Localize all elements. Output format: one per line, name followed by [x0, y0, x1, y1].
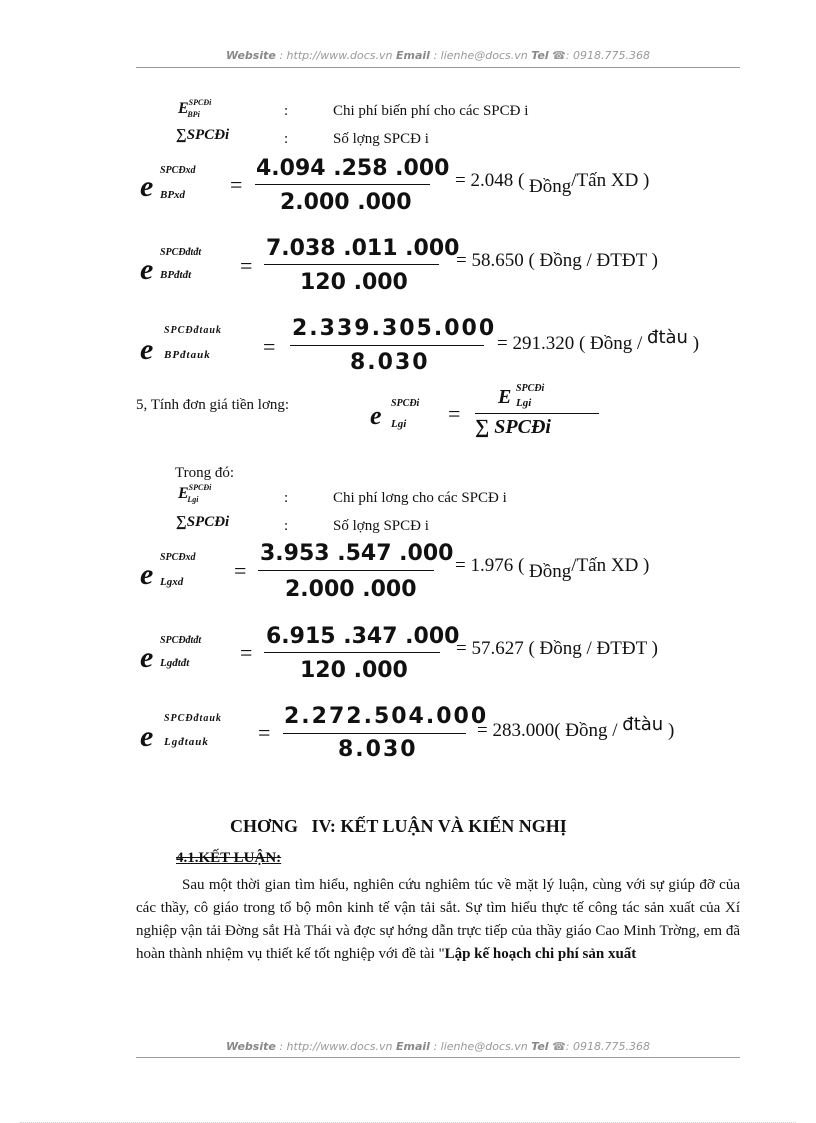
- footer-email[interactable]: : lienhe@docs.vn: [433, 1040, 528, 1053]
- formula-result: = 57.627 ( Đồng / ĐTĐT ): [456, 638, 658, 659]
- footer-rule: [136, 1057, 740, 1058]
- fraction-bar: [283, 733, 466, 734]
- def1-colon: :: [284, 103, 289, 119]
- section-subhead: 4.1.KẾT LUẬN:: [176, 850, 282, 866]
- phone-icon: ☎: [552, 1040, 566, 1053]
- formula-eq: =: [240, 640, 253, 665]
- formula-numerator: 2.272.504.000: [284, 704, 489, 729]
- defs2-intro: Trong đó:: [175, 465, 235, 481]
- formula-denominator: 8.030: [350, 350, 430, 375]
- formula-sub: BPxd: [160, 189, 186, 201]
- def2-sum-symbol: ∑SPCĐi: [176, 514, 230, 530]
- formula-sup: SPCĐđtđt: [160, 635, 202, 646]
- formula-e: e: [140, 720, 154, 753]
- formula-numerator: 4.094 .258 .000: [256, 156, 450, 181]
- footer-website-label: Website: [226, 1040, 276, 1053]
- formula-sup: SPCĐđtauk: [164, 713, 222, 724]
- formula-eq: =: [263, 334, 276, 359]
- formula-denominator: 120 .000: [300, 658, 408, 683]
- header-email-label: Email: [396, 49, 430, 62]
- section5-eq: =: [448, 401, 461, 426]
- formula-denominator: 2.000 .000: [285, 577, 417, 602]
- section5-num-sub: Lgi: [516, 397, 532, 409]
- formula-sub: BPđtđt: [160, 269, 192, 281]
- formula-e: e: [140, 333, 154, 366]
- page-header: [136, 49, 740, 62]
- header-email[interactable]: : lienhe@docs.vn: [433, 49, 528, 62]
- header-rule: [136, 67, 740, 68]
- formula-sub: Lgđtđt: [160, 657, 190, 669]
- header-tel-label: Tel: [531, 49, 549, 62]
- formula-e: e: [140, 558, 154, 591]
- formula-result: = 58.650 ( Đồng / ĐTĐT ): [456, 250, 658, 271]
- section5-lhs-sup: SPCĐi: [391, 398, 420, 409]
- def2-desc: Số lợng SPCĐ i: [333, 131, 429, 147]
- def2-symbol-e: $E^{SPCĐi}_{Lgi}$: [178, 483, 212, 505]
- formula-sup: SPCĐxd: [160, 552, 196, 563]
- section5-label: 5, Tính đơn giá tiền lơng:: [136, 397, 290, 413]
- formula-numerator: 7.038 .011 .000: [266, 236, 460, 261]
- formula-eq: =: [234, 558, 247, 583]
- formula-denominator: 120 .000: [300, 270, 408, 295]
- header-website-label: Website: [226, 49, 276, 62]
- formula-result: = 1.976 ( Đồng/Tấn XD ): [455, 555, 650, 582]
- section5-lhs-sub: Lgi: [391, 418, 407, 430]
- fraction-bar: [290, 345, 484, 346]
- conclusion-paragraph: Sau một thời gian tìm hiểu, nghiên cứu nghiêm túc về mặt lý luận, cùng với sự giúp đỡ của các thầy, cô giáo trong tổ bộ môn kinh tế vận tải sắt. Sự tìm hiểu thực tế công tác sản xuất của Xí nghiệp vận tải Đờng sắt Hà Thái và đợc sự hớng dẫn trực tiếp của thầy giáo Cao Minh Trờng, em đã hoàn thành nhiệm vụ thiết kế tốt nghiệp với đề tài "Lập kế hoạch chi phí sản xuất: [136, 877, 740, 962]
- formula-eq: =: [240, 253, 253, 278]
- def2-desc1: Chi phí lơng cho các SPCĐ i: [333, 490, 507, 506]
- formula-result: = 2.048 ( Đồng/Tấn XD ): [455, 170, 650, 197]
- header-tel: : 0918.775.368: [565, 49, 650, 62]
- fraction-bar: [264, 652, 440, 653]
- formula-sup: SPCĐxd: [160, 165, 196, 176]
- footer-email-label: Email: [396, 1040, 430, 1053]
- formula-sub: Lgđtauk: [164, 736, 209, 748]
- formula-e: e: [140, 641, 154, 674]
- formula-sup: SPCĐđtauk: [164, 325, 222, 336]
- chapter-title: CHƠNG IV: KẾT LUẬN VÀ KIẾN NGHỊ: [230, 816, 567, 836]
- fraction-bar: [255, 184, 430, 185]
- formula-eq: =: [230, 172, 243, 197]
- def2-desc2: Số lợng SPCĐ i: [333, 518, 429, 534]
- section5-num-e: E: [498, 386, 512, 408]
- page-footer: [136, 1040, 740, 1053]
- formula-sub: Lgxd: [160, 576, 184, 588]
- section5-num-sup: SPCĐi: [516, 383, 545, 394]
- formula-eq: =: [258, 720, 271, 745]
- formula-denominator: 2.000 .000: [280, 190, 412, 215]
- section5-den: ∑ SPCĐi: [475, 416, 551, 438]
- formula-sub: BPđtauk: [164, 349, 211, 361]
- formula-numerator: 3.953 .547 .000: [260, 541, 454, 566]
- formula-sup: SPCĐđtđt: [160, 247, 202, 258]
- formula-numerator: 2.339.305.000: [292, 316, 497, 341]
- footer-tel-label: Tel: [531, 1040, 549, 1053]
- formula-e: e: [140, 253, 154, 286]
- def1-symbol-e: $E^{SPCĐi}_{BPi}$: [178, 98, 212, 120]
- formula-denominator: 8.030: [338, 737, 418, 762]
- phone-icon: ☎: [552, 49, 566, 62]
- def2-colon: :: [284, 490, 289, 506]
- formula-result: = 283.000( Đồng / đtàu ): [477, 714, 675, 741]
- header-website-url[interactable]: : http://www.docs.vn: [279, 49, 393, 62]
- def2-colon-2: :: [284, 518, 289, 534]
- formula-e: e: [140, 170, 154, 203]
- def1-colon-2: :: [284, 131, 289, 147]
- formula-numerator: 6.915 .347 .000: [266, 624, 460, 649]
- def1-sum-symbol: ∑SPCĐi: [176, 127, 230, 143]
- formula-result: = 291.320 ( Đồng / đtàu ): [497, 327, 700, 354]
- section5-e: e: [370, 401, 382, 430]
- def1-desc: Chi phí biến phí cho các SPCĐ i: [333, 103, 529, 119]
- footer-tel: : 0918.775.368: [565, 1040, 650, 1053]
- section5-fraction-bar: [475, 413, 599, 414]
- footer-website-url[interactable]: : http://www.docs.vn: [279, 1040, 393, 1053]
- fraction-bar: [258, 570, 434, 571]
- fraction-bar: [264, 264, 439, 265]
